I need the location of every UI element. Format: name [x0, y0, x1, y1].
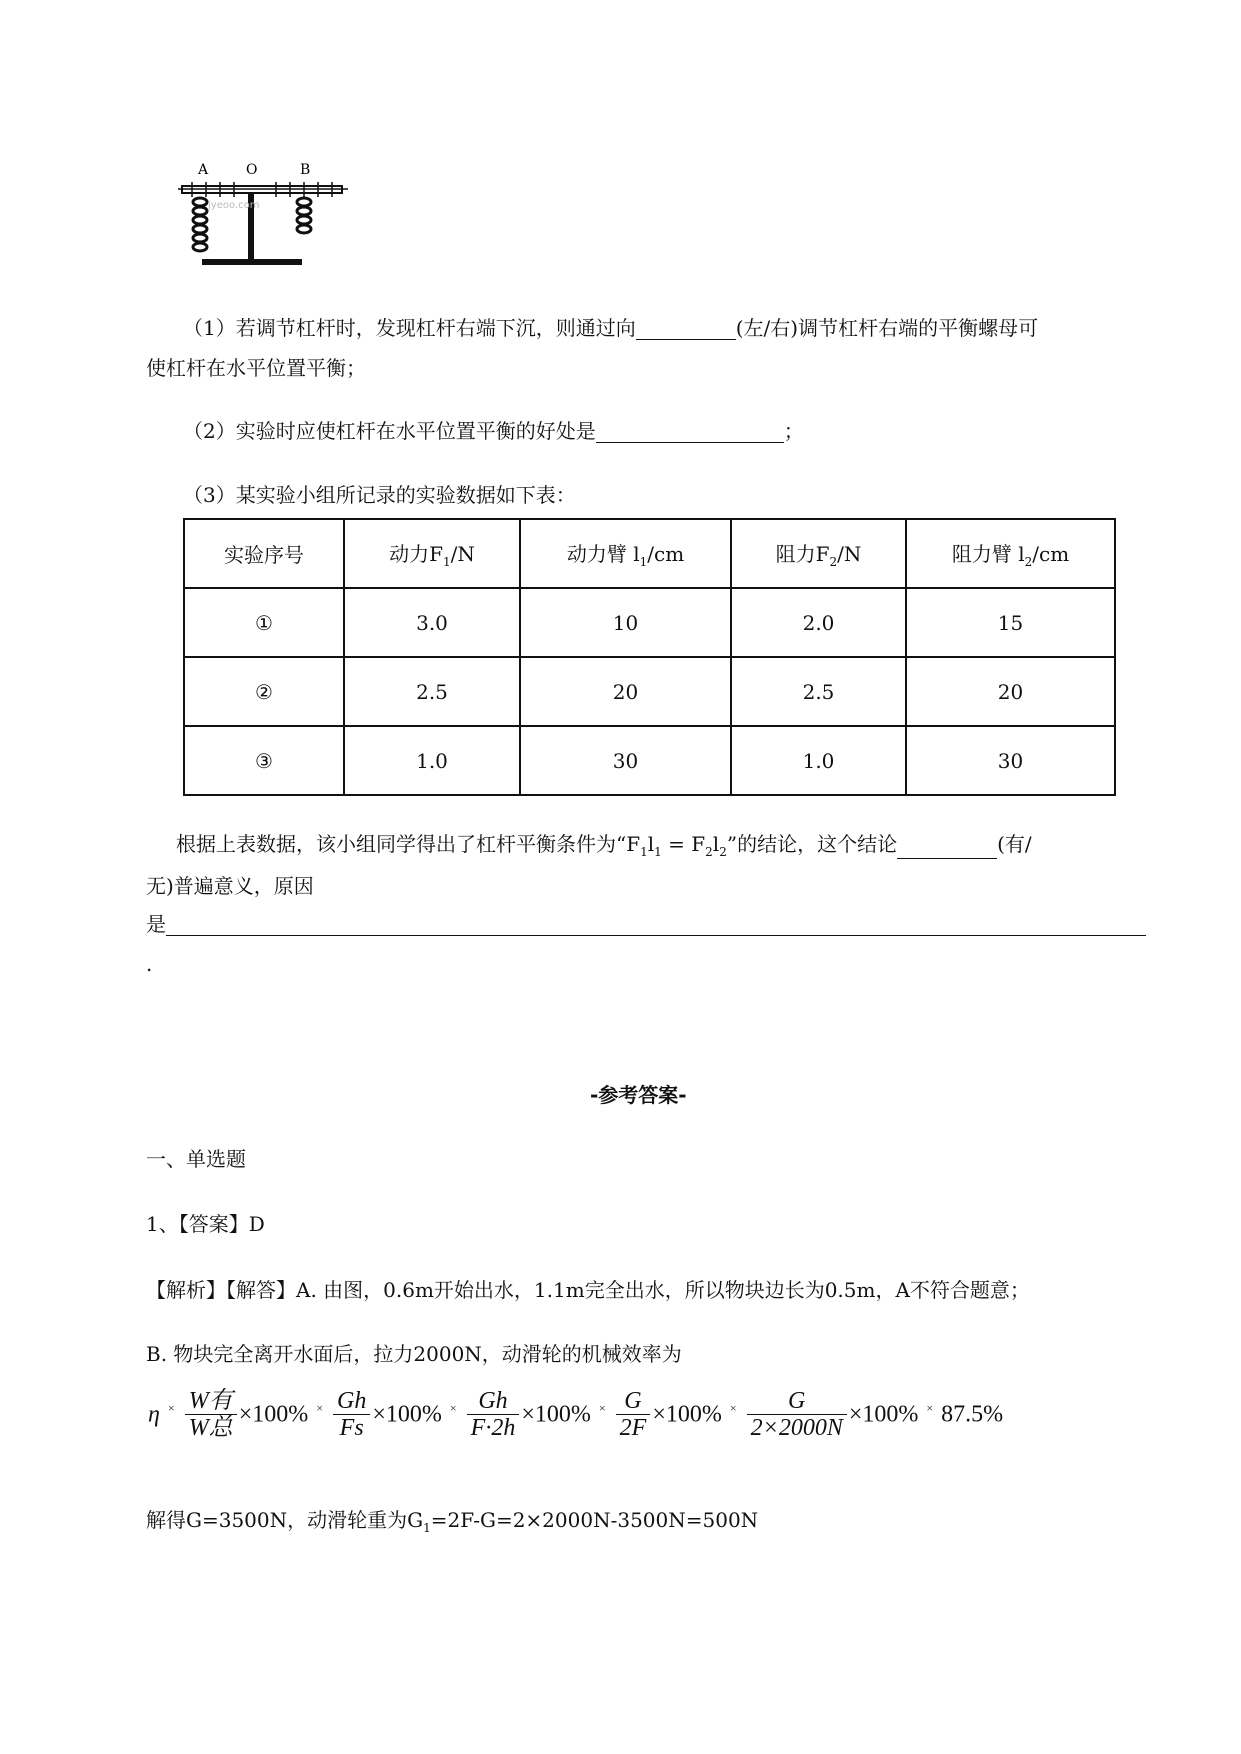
q1-line2: 使杠杆在水平位置平衡； [146, 356, 366, 380]
solve-line: 解得G=3500N，动滑轮重为$G_1=2F-G=2\times 2000N-3500N=500N$ [146, 1508, 759, 1535]
q1-text-a: （1）若调节杠杆时，发现杠杆右端下沉，则通过向 [183, 316, 636, 340]
left-weights [193, 198, 207, 251]
table-cell: 2.5 [731, 657, 906, 726]
table-cell: ③ [184, 726, 344, 795]
conclusion-blank[interactable] [897, 838, 997, 859]
data-table [183, 518, 1116, 796]
label-b: B [300, 162, 311, 178]
reason-blank[interactable] [166, 915, 1146, 936]
table-cell: 30 [906, 726, 1115, 795]
q2-line [183, 419, 804, 443]
lever-base [202, 259, 302, 265]
q1-line1 [183, 316, 1038, 340]
header-cell: 动力臂 $l_1/cm$ [520, 519, 731, 588]
analysis-line: 【解析】【解答】A. 由图，0.6m开始出水，1.1m完全出水，所以物块边长为0.5m，A不符合题意； [146, 1278, 1030, 1302]
table-cell: 30 [520, 726, 731, 795]
table-cell: 20 [520, 657, 731, 726]
header-cell: 动力$F_1/N$ [344, 519, 520, 588]
table-row [184, 726, 1115, 795]
table-row [184, 657, 1115, 726]
q1-blank[interactable] [636, 319, 736, 340]
conclusion-line3: 是 [146, 912, 1146, 936]
q2-blank[interactable] [596, 422, 784, 443]
table-cell: ② [184, 657, 344, 726]
efficiency-formula: η × $\frac{\text{W有}}{\text{W总}}$ ×100% × $\frac{Gh}{Fs}$ ×100% × $\frac{Gh}{F\cdot 2h}$ ×100% × $\frac{G}{2F}$ ×100% × $\frac{G}{2\times 2000N}$ ×100% × 87.5% [148, 1388, 1004, 1442]
header-cell: 阻力臂 $l_2/cm$ [906, 519, 1115, 588]
table-cell: 15 [906, 588, 1115, 657]
table-cell: ① [184, 588, 344, 657]
q2-text-end: ； [783, 419, 804, 443]
conclusion-line2: 无)普遍意义，原因 [146, 874, 314, 898]
watermark: jyeoo.com [208, 200, 260, 211]
table-row [184, 588, 1115, 657]
table-cell: 10 [520, 588, 731, 657]
table-cell: 2.5 [344, 657, 520, 726]
section-heading: 一、单选题 [146, 1147, 246, 1171]
lever-figure [178, 160, 348, 275]
conclusion-line4: . [146, 952, 153, 976]
table-cell: 1.0 [731, 726, 906, 795]
label-a: A [198, 162, 209, 178]
q3-intro: （3）某实验小组所记录的实验数据如下表： [183, 483, 576, 507]
q2-text: （2）实验时应使杠杆在水平位置平衡的好处是 [183, 419, 596, 443]
answer-item-1: 1、【答案】D [146, 1212, 265, 1236]
header-cell: 实验序号 [184, 519, 344, 588]
table-cell: 3.0 [344, 588, 520, 657]
table-cell: 2.0 [731, 588, 906, 657]
right-weights [297, 198, 311, 233]
b-line: B. 物块完全离开水面后，拉力2000N，动滑轮的机械效率为 [146, 1342, 682, 1366]
header-cell: 阻力$F_2/N$ [731, 519, 906, 588]
q1-text-b: (左/右)调节杠杆右端的平衡螺母可 [735, 316, 1039, 340]
answers-title: -参考答案- [590, 1083, 687, 1107]
table-header-row [184, 519, 1115, 588]
table-cell: 1.0 [344, 726, 520, 795]
label-o: O [246, 162, 258, 178]
table-cell: 20 [906, 657, 1115, 726]
conclusion-line1: 根据上表数据，该小组同学得出了杠杆平衡条件为“$F_1l_1 = F_2l_2$”的结论，这个结论 (有/ [176, 832, 1032, 859]
